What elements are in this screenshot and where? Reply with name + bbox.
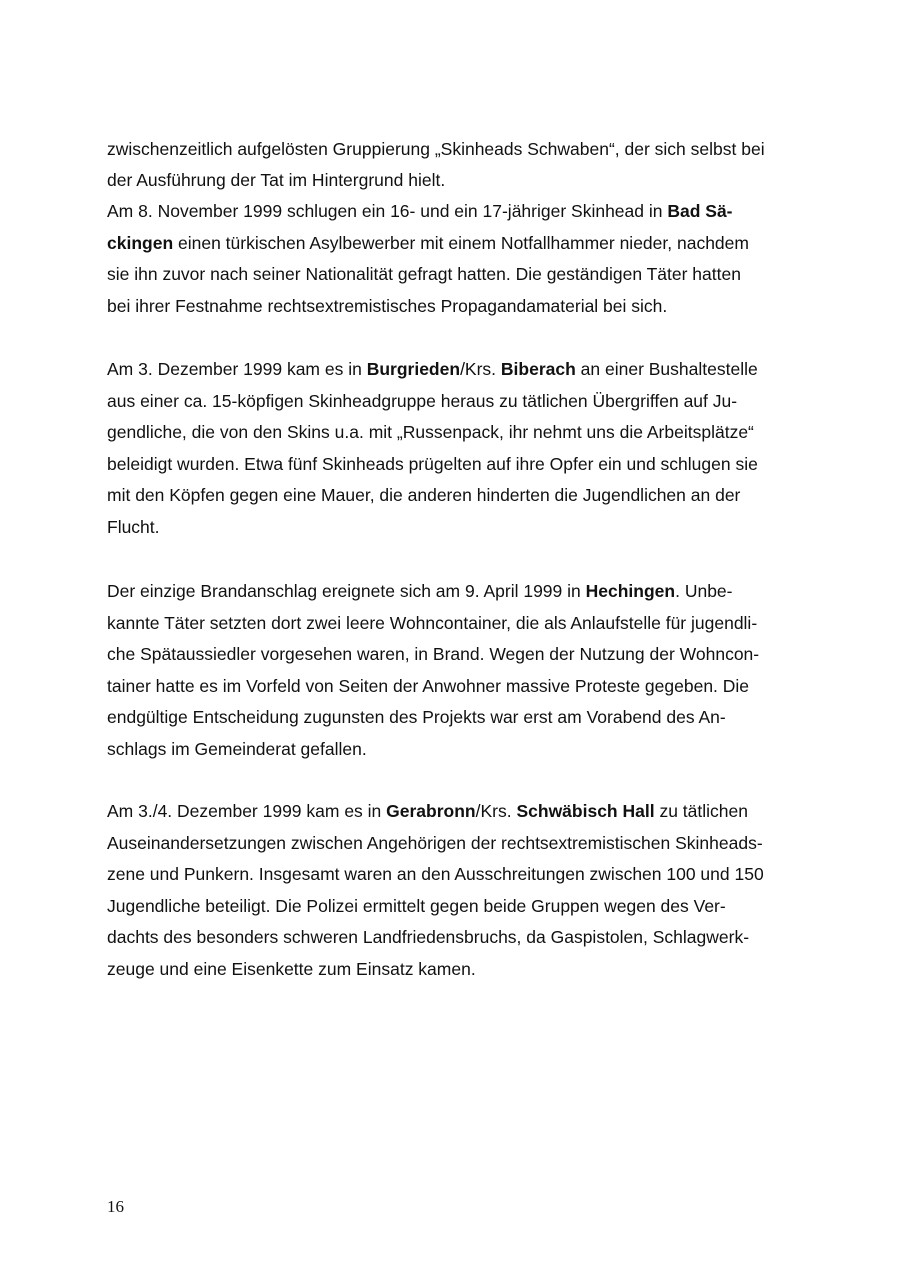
paragraph-hechingen — [107, 576, 807, 765]
text-segment: an einer Bushaltestelle aus einer ca. 15-köpfigen Skinheadgruppe heraus zu tätlichen Übergriffen auf Ju- gendliche, die von den Skins u.a. mit „Russenpack, ihr nehmt uns die Arbeitsplätze“ beleidigt wurden. Etwa fünf Skinheads prügelten auf ihre Opfer ein und schlugen sie mit den Köpfen gegen eine Mauer, die anderen hinderten die Jugendlichen an der Flucht. — [107, 359, 758, 537]
paragraph-skinheads-schwaben — [107, 102, 807, 197]
text-segment: Am 8. November 1999 schlugen ein 16- und ein 17-jähriger Skinhead in — [107, 201, 668, 221]
place-name: Hechingen — [585, 581, 676, 601]
text-segment: /Krs. — [475, 801, 517, 821]
text-segment: Der einzige Brandanschlag ereignete sich am 9. April 1999 in — [107, 581, 586, 601]
place-name: Schwäbisch Hall — [516, 801, 655, 821]
text-segment: Am 3./4. Dezember 1999 kam es in — [107, 801, 387, 821]
text-segment: Am 3. Dezember 1999 kam es in — [107, 359, 367, 379]
place-name: Biberach — [500, 359, 576, 379]
paragraph-burgrieden — [107, 354, 807, 543]
place-name: Bad Sä- ckingen — [107, 201, 733, 253]
text-segment: . Unbe- kannte Täter setzten dort zwei leere Wohncontainer, die als Anlaufstelle für jugendli- che Spätaussiedler vorgesehen waren, in Brand. Wegen der Nutzung der Wohncon- tainer hatte es im Vorfeld von Seiten der Anwohner massive Proteste gegeben. Die endgültige Entscheidung zugunsten des Projekts war erst am Vorabend des An- schlags im Gemeinderat gefallen. — [107, 581, 760, 759]
place-name: Burgrieden — [366, 359, 461, 379]
page-number: 16 — [107, 1197, 124, 1216]
place-name: Gerabronn — [386, 801, 476, 821]
paragraph-gerabronn — [107, 796, 807, 985]
text-segment: /Krs. — [460, 359, 501, 379]
text-segment: zu tätlichen Auseinandersetzungen zwischen Angehörigen der rechtsextremistischen Skinheads- zene und Punkern. Insgesamt waren an den Ausschreitungen zwischen 100 und 150 Jugendliche beteiligt. Die Polizei ermittelt gegen beide Gruppen wegen des Ver- dachts des besonders schweren Landfriedensbruchs, da Gaspistolen, Schlagwerk- zeuge und eine Eisenkette zum Einsatz kamen. — [107, 801, 764, 979]
text-segment: einen türkischen Asylbewerber mit einem Notfallhammer nieder, nachdem sie ihn zuvor nach seiner Nationalität gefragt hatten. Die geständigen Täter hatten bei ihrer Festnahme rechtsextremistisches Propagandamaterial bei sich. — [107, 232, 749, 316]
text-segment: zwischenzeitlich aufgelösten Gruppierung „Skinheads Schwaben“, der sich selbst bei der Ausführung der Tat im Hintergrund hielt. — [107, 138, 765, 190]
paragraph-bad-saeckingen — [107, 196, 807, 322]
